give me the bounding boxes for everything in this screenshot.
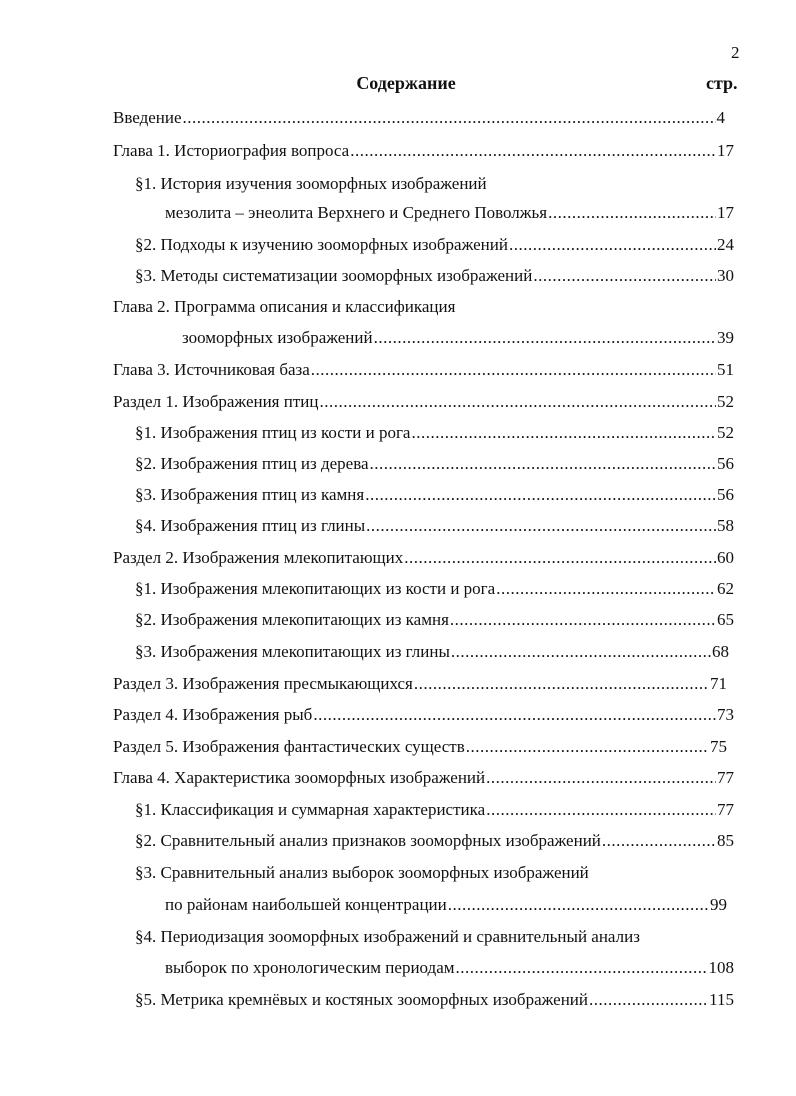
- toc-entry-text: §3. Сравнительный анализ выборок зооморфных изображений: [135, 863, 589, 882]
- toc-entry-page: 51: [717, 360, 734, 379]
- toc-entry-sec1-s2: [135, 453, 734, 475]
- toc-entry-ch4-s4-line1: [135, 926, 640, 948]
- toc-leader: [411, 422, 716, 444]
- toc-leader: [602, 830, 716, 852]
- toc-entry-page: 52: [717, 392, 734, 411]
- toc-entry-text: §2. Изображения млекопитающих из камня: [135, 610, 449, 629]
- toc-entry-page: 17: [717, 203, 734, 222]
- toc-entry-page: 77: [717, 768, 734, 787]
- toc-leader: [365, 484, 716, 506]
- toc-title: Содержание: [356, 73, 456, 93]
- toc-entry-page: 77: [717, 800, 734, 819]
- toc-leader: [319, 391, 716, 413]
- toc-entry-section-5: [113, 736, 727, 758]
- toc-entry-text: Глава 2. Программа описания и классификация: [113, 297, 456, 316]
- toc-entry-text: §3. Изображения птиц из камня: [135, 485, 365, 504]
- toc-leader: [451, 641, 711, 663]
- toc-entry-sec2-s3: [135, 641, 729, 663]
- toc-leader: [370, 453, 716, 475]
- toc-entry-text: Глава 4. Характеристика зооморфных изображений: [113, 768, 486, 787]
- toc-entry-page: 24: [717, 235, 734, 254]
- toc-entry-text: §2. Изображения птиц из дерева: [135, 454, 369, 473]
- toc-entry-page: 65: [717, 610, 734, 629]
- toc-entry-sec1-s3: [135, 484, 734, 506]
- toc-entry-page: 39: [717, 328, 734, 347]
- toc-entry-text: по районам наибольшей концентрации: [165, 895, 447, 914]
- toc-entry-text: Раздел 4. Изображения рыб: [113, 705, 313, 724]
- toc-entry-ch4-s2: [135, 830, 734, 852]
- toc-entry-text: Раздел 2. Изображения млекопитающих: [113, 548, 404, 567]
- toc-entry-text: зооморфных изображений: [182, 328, 373, 347]
- toc-entry-text: Раздел 1. Изображения птиц: [113, 392, 319, 411]
- toc-entry-text: Глава 3. Источниковая база: [113, 360, 310, 379]
- toc-leader: [404, 547, 716, 569]
- toc-entry-page: 17: [717, 141, 734, 160]
- toc-leader: [414, 673, 709, 695]
- toc-leader: [509, 234, 716, 256]
- toc-leader: [450, 609, 716, 631]
- toc-entry-intro: [113, 107, 725, 129]
- toc-entry-chapter-3: [113, 359, 734, 381]
- toc-entry-ch4-s3-line1: [135, 862, 589, 884]
- toc-entry-sec2-s1: [135, 578, 734, 600]
- toc-entry-section-1: [113, 391, 734, 413]
- toc-leader: [313, 704, 716, 726]
- toc-entry-ch1-s2: [135, 234, 734, 256]
- toc-entry-text: мезолита – энеолита Верхнего и Среднего Поволжья: [165, 203, 548, 222]
- toc-entry-sec2-s2: [135, 609, 734, 631]
- toc-entry-text: §4. Изображения птиц из глины: [135, 516, 366, 535]
- toc-leader: [311, 359, 716, 381]
- toc-entry-text: §1. Классификация и суммарная характеристика: [135, 800, 486, 819]
- toc-entry-section-2: [113, 547, 734, 569]
- toc-entry-text: §1. Изображения птиц из кости и рога: [135, 423, 411, 442]
- toc-leader: [350, 140, 716, 162]
- toc-entry-chapter-4: [113, 767, 734, 789]
- toc-entry-ch1-s1-line2: [165, 202, 734, 224]
- toc-entry-text: §5. Метрика кремнёвых и костяных зооморфных изображений: [135, 990, 588, 1009]
- toc-entry-sec1-s1: [135, 422, 734, 444]
- toc-entry-page: 4: [716, 108, 725, 127]
- toc-entry-page: 62: [717, 579, 734, 598]
- toc-entry-page: 99: [710, 895, 727, 914]
- toc-entry-page: 56: [717, 485, 734, 504]
- toc-leader: [366, 515, 716, 537]
- toc-entry-chapter-2-line1: [113, 296, 455, 318]
- toc-entry-sec1-s4: [135, 515, 734, 537]
- toc-leader: [533, 265, 716, 287]
- toc-entry-page: 58: [717, 516, 734, 535]
- toc-leader: [589, 989, 708, 1011]
- page-column-label: стр.: [706, 73, 738, 93]
- toc-entry-text: §2. Сравнительный анализ признаков зооморфных изображений: [135, 831, 601, 850]
- toc-leader: [466, 736, 709, 758]
- toc-leader: [183, 107, 716, 129]
- toc-entry-chapter-2-line2: [182, 327, 734, 349]
- toc-entry-page: 115: [709, 990, 734, 1009]
- toc-entry-page: 75: [710, 737, 727, 756]
- toc-leader: [548, 202, 716, 224]
- toc-entry-text: §2. Подходы к изучению зооморфных изображений: [135, 235, 508, 254]
- toc-entry-section-4: [113, 704, 734, 726]
- toc-entry-ch1-s1-line1: [135, 173, 487, 195]
- page-number: 2: [731, 43, 740, 62]
- toc-leader: [496, 578, 716, 600]
- toc-entry-text: §3. Методы систематизации зооморфных изображений: [135, 266, 533, 285]
- toc-entry-page: 52: [717, 423, 734, 442]
- toc-entry-page: 85: [717, 831, 734, 850]
- toc-entry-page: 108: [708, 958, 734, 977]
- toc-entry-ch1-s3: [135, 265, 734, 287]
- toc-entry-ch4-s1: [135, 799, 734, 821]
- toc-entry-text: §1. Изображения млекопитающих из кости и рога: [135, 579, 496, 598]
- toc-entry-text: выборок по хронологическим периодам: [165, 958, 455, 977]
- toc-leader: [374, 327, 716, 349]
- toc-entry-page: 71: [710, 674, 727, 693]
- toc-entry-page: 56: [717, 454, 734, 473]
- toc-entry-section-3: [113, 673, 727, 695]
- toc-entry-text: §4. Периодизация зооморфных изображений и сравнительный анализ: [135, 927, 640, 946]
- toc-entry-ch4-s3-line2: [165, 894, 727, 916]
- toc-entry-text: Раздел 5. Изображения фантастических существ: [113, 737, 465, 756]
- toc-leader: [486, 767, 716, 789]
- toc-entry-text: Раздел 3. Изображения пресмыкающихся: [113, 674, 413, 693]
- toc-entry-text: Глава 1. Историография вопроса: [113, 141, 350, 160]
- toc-entry-text: §1. История изучения зооморфных изображений: [135, 174, 487, 193]
- toc-entry-page: 30: [717, 266, 734, 285]
- toc-leader: [448, 894, 709, 916]
- toc-leader: [486, 799, 716, 821]
- toc-entry-page: 68: [712, 642, 729, 661]
- toc-entry-page: 73: [717, 705, 734, 724]
- toc-entry-text: §3. Изображения млекопитающих из глины: [135, 642, 450, 661]
- toc-entry-chapter-1: [113, 140, 734, 162]
- toc-leader: [456, 957, 708, 979]
- toc-entry-text: Введение: [113, 108, 182, 127]
- toc-entry-ch4-s5: [135, 989, 734, 1011]
- toc-entry-page: 60: [717, 548, 734, 567]
- toc-entry-ch4-s4-line2: [165, 957, 734, 979]
